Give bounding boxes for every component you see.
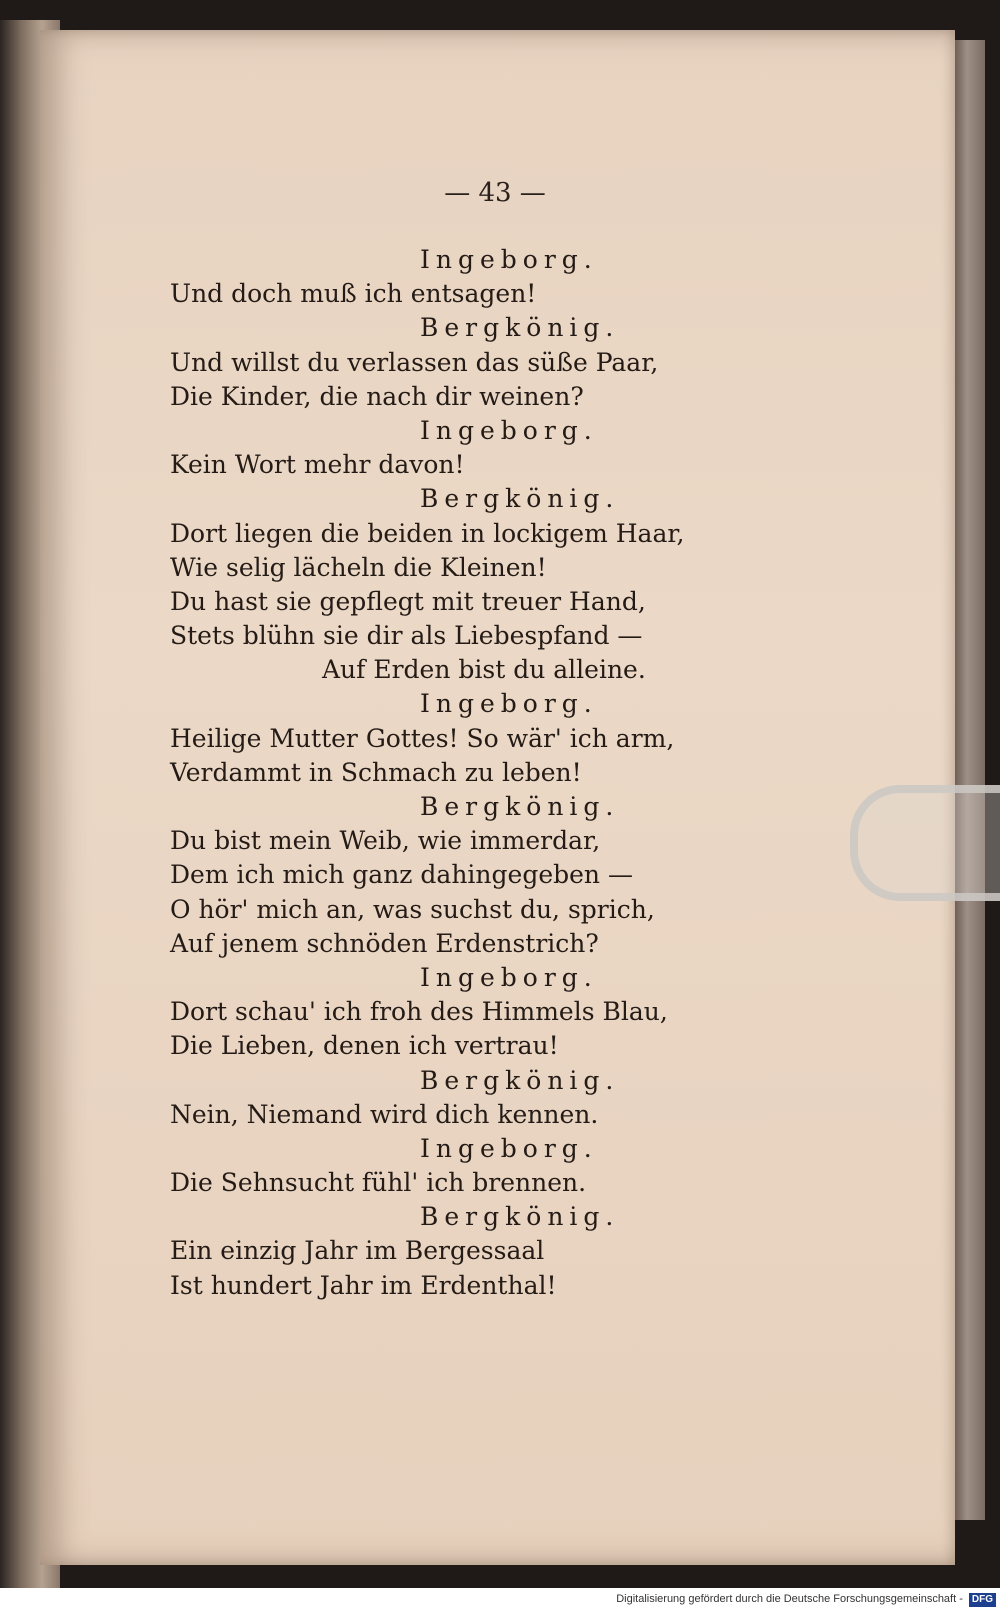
verse-line: Stets blühn sie dir als Liebespfand — (170, 621, 643, 651)
speaker-name: Bergkönig. (420, 313, 620, 343)
verse-line: Dort liegen die beiden in lockigem Haar, (170, 518, 685, 548)
verse-line: Heilige Mutter Gottes! So wär' ich arm, (170, 723, 675, 753)
verse-line: Ist hundert Jahr im Erdenthal! (170, 1270, 557, 1300)
verse-line: Und doch muß ich entsagen! (170, 279, 537, 309)
verse-line: Dem ich mich ganz dahingegeben — (170, 860, 633, 890)
dfg-logo: DFG (969, 1593, 996, 1607)
verse-line: Du bist mein Weib, wie immerdar, (170, 826, 601, 856)
verse-line: Nein, Niemand wird dich kennen. (170, 1099, 599, 1129)
verse-line: Verdammt in Schmach zu leben! (170, 757, 582, 787)
verse-line: Die Kinder, die nach dir weinen? (170, 381, 584, 411)
speaker-name: Ingeborg. (420, 689, 598, 719)
verse-line: Die Sehnsucht fühl' ich brennen. (170, 1168, 587, 1198)
page-number: — 43 — (444, 178, 546, 208)
verse-line: Und willst du verlassen das süße Paar, (170, 347, 659, 377)
verse-line: Auf Erden bist du alleine. (322, 655, 646, 685)
verse-line: Ein einzig Jahr im Bergessaal (170, 1236, 545, 1266)
page-stack-edge (955, 40, 985, 1520)
speaker-name: Ingeborg. (420, 245, 598, 274)
verse-line: Dort schau' ich froh des Himmels Blau, (170, 997, 668, 1027)
footer-credit-text: Digitalisierung gefördert durch die Deutsche Forschungsgemeinschaft - (616, 1593, 963, 1605)
verse-line: Du hast sie gepflegt mit treuer Hand, (170, 586, 646, 616)
verse-line: Die Lieben, denen ich vertrau! (170, 1031, 559, 1061)
speaker-name: Bergkönig. (420, 792, 620, 821)
footer-bar (0, 1590, 1000, 1609)
verse-line: Kein Wort mehr davon! (170, 450, 465, 480)
verse-line: O hör' mich an, was suchst du, sprich, (170, 894, 655, 924)
speaker-name: Ingeborg. (420, 1133, 598, 1163)
speaker-name: Bergkönig. (420, 484, 620, 514)
speaker-name: Bergkönig. (420, 1065, 620, 1095)
speaker-name: Ingeborg. (420, 415, 598, 445)
poem-text-block (170, 243, 690, 1303)
verse-line: Wie selig lächeln die Kleinen! (170, 552, 547, 582)
paper-clip (850, 785, 1000, 901)
verse-line: Auf jenem schnöden Erdenstrich? (170, 928, 599, 958)
speaker-name: Ingeborg. (420, 962, 598, 992)
speaker-name: Bergkönig. (420, 1202, 620, 1232)
